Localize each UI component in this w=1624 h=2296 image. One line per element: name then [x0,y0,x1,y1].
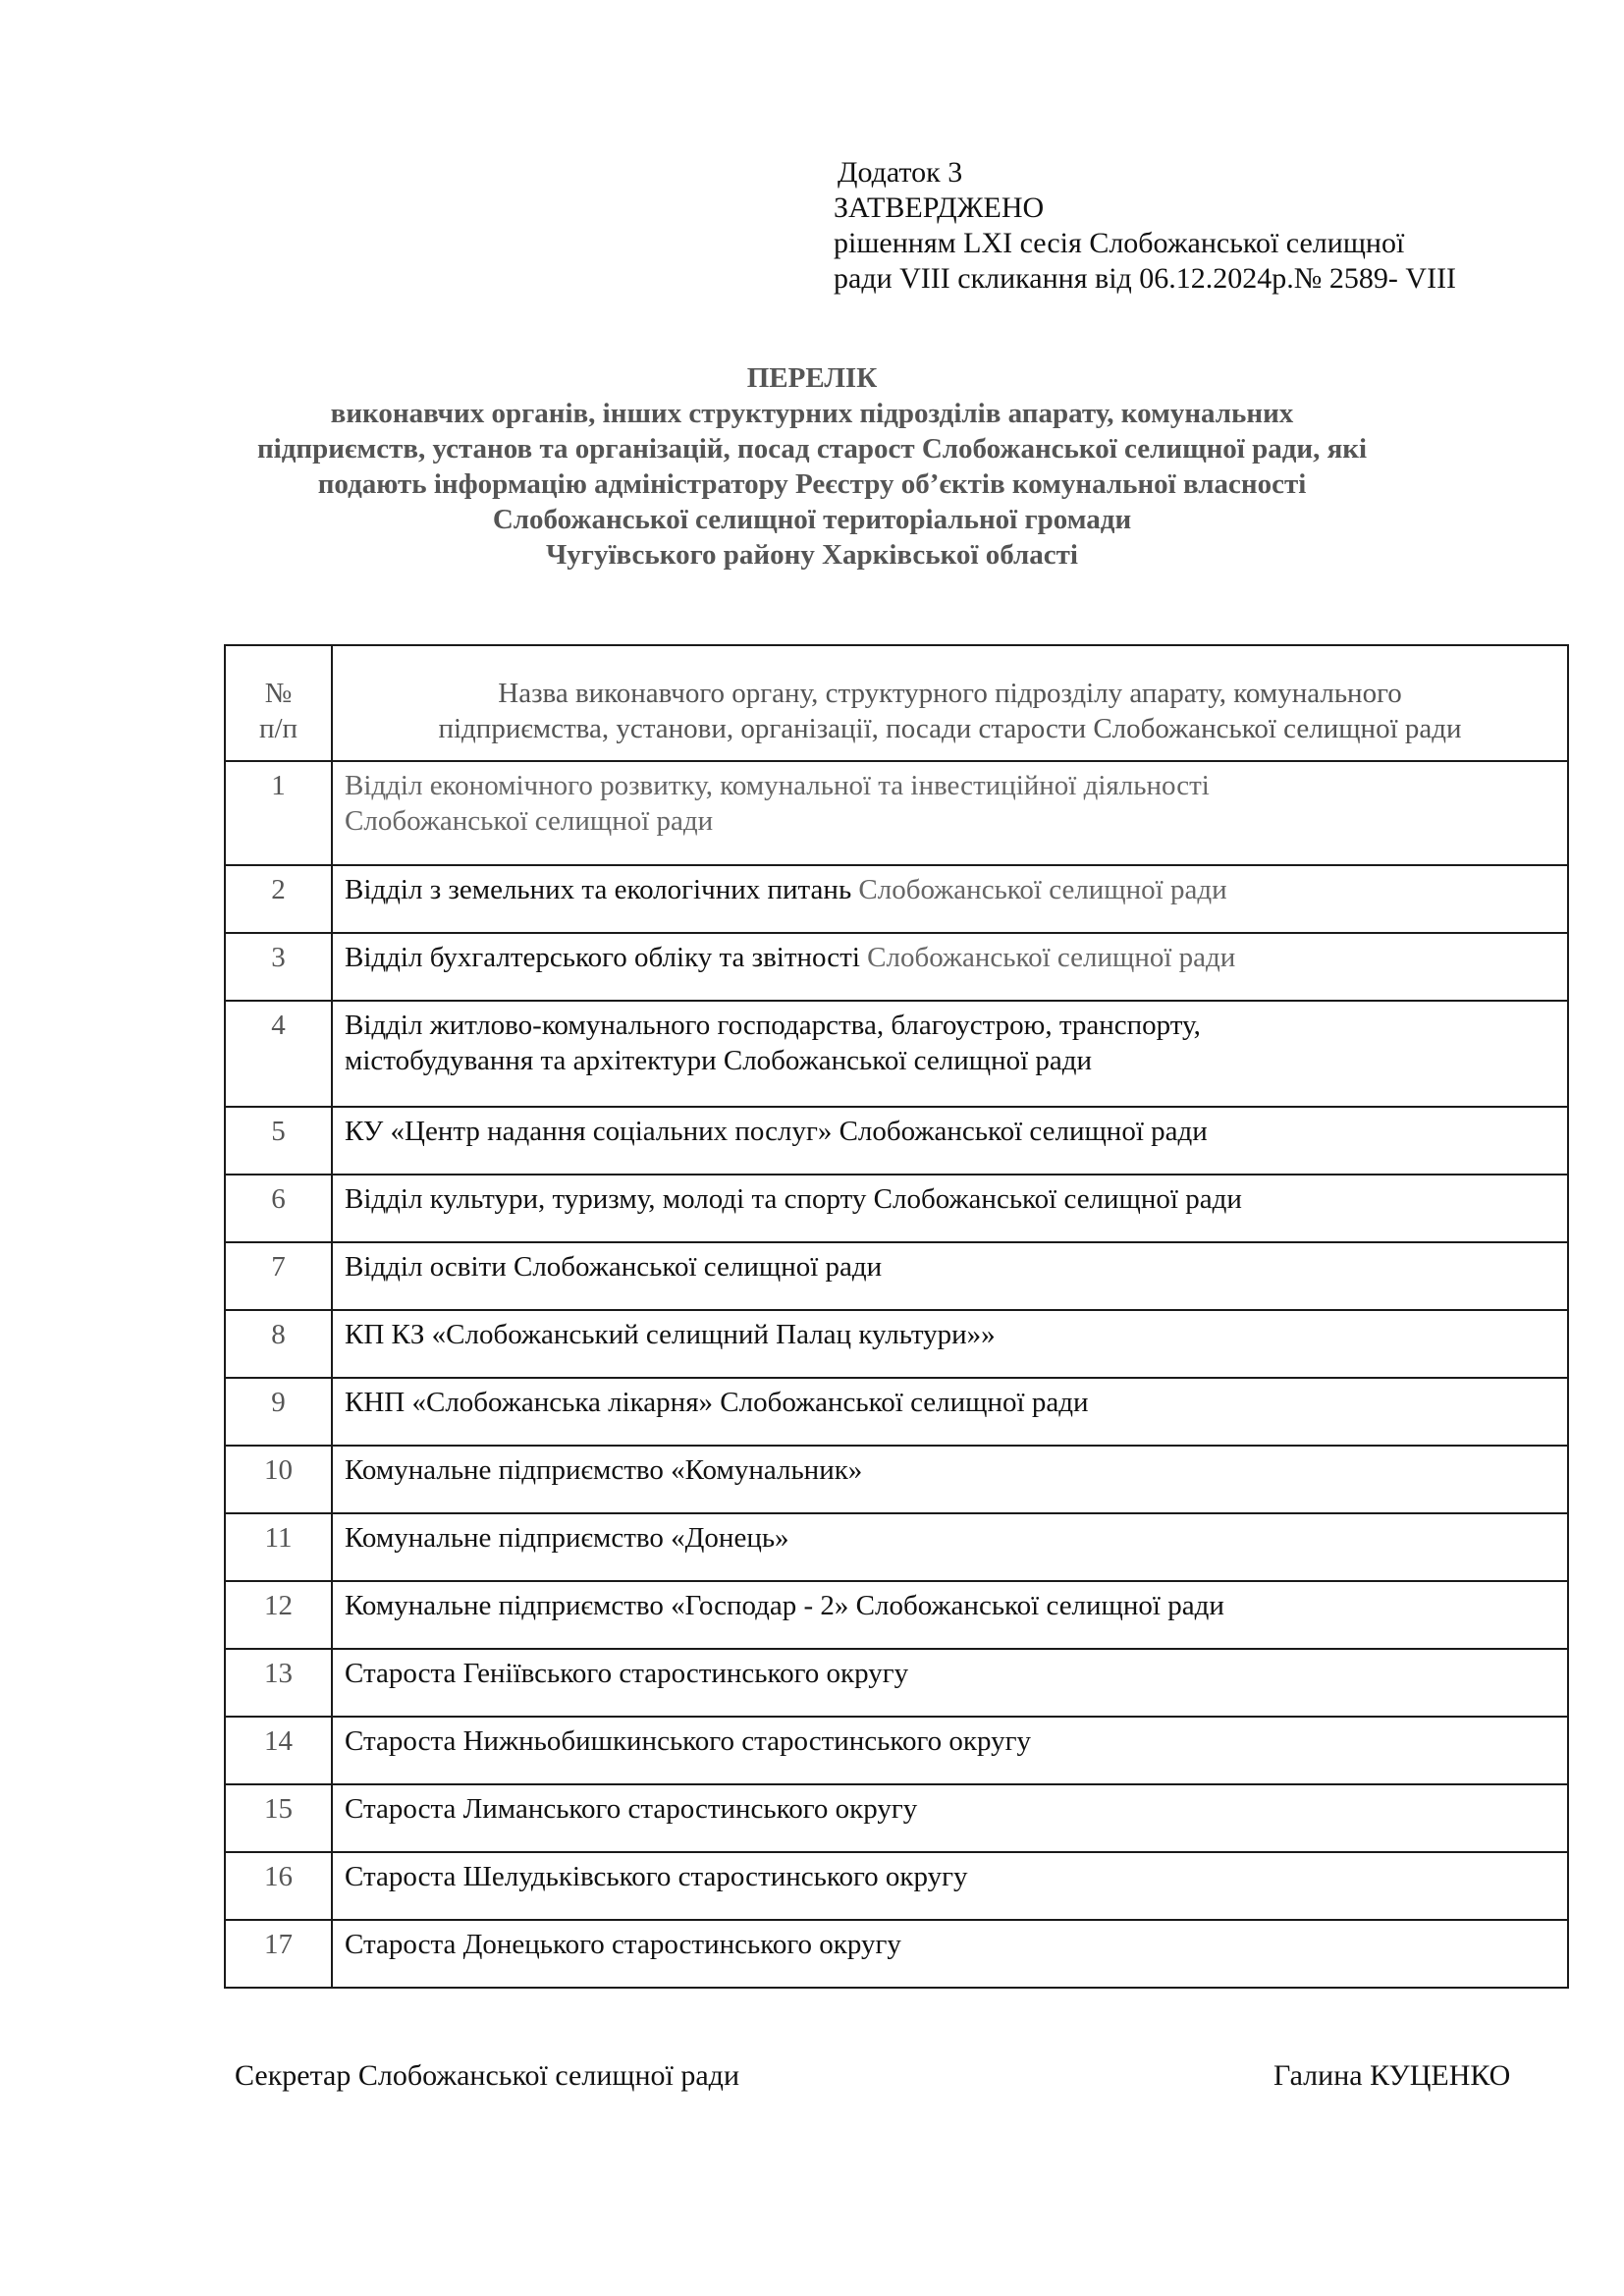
header-name-line-2: підприємства, установи, організації, посади старости Слобожанської селищної ради [438,713,1462,744]
title-line-3: подають інформацію адміністратору Реєстру об’єктів комунальної власності [317,468,1307,500]
title-line-5: Чугуївського району Харківської області [546,539,1078,571]
row-number: 14 [225,1717,332,1784]
row-name-line-2: містобудування та архітектури Слобожанської селищної ради [345,1045,1093,1076]
table-row [225,1310,1568,1378]
row-name-main: Відділ бухгалтерського обліку та звітності [345,942,868,973]
signatory-position: Секретар Слобожанської селищної ради [235,2059,739,2092]
document-title [128,360,1496,573]
row-name: Комунальне підприємство «Господар - 2» Слобожанської селищної ради [332,1581,1568,1649]
row-name: Відділ культури, туризму, молоді та спорту Слобожанської селищної ради [332,1175,1568,1242]
row-number: 13 [225,1649,332,1717]
row-number: 11 [225,1513,332,1581]
row-number: 16 [225,1852,332,1920]
row-name-main: Відділ з земельних та екологічних питань [345,874,859,905]
table-row [225,1446,1568,1513]
row-name: Відділ освіти Слобожанської селищної ради [332,1242,1568,1310]
table-row [225,1920,1568,1988]
row-name: Староста Шелудьківського старостинського округу [332,1852,1568,1920]
table-row [225,1852,1568,1920]
row-number: 12 [225,1581,332,1649]
title-line-2: підприємств, установ та організацій, посад старост Слобожанської селищної ради, які [256,433,1368,465]
approved-stamp-text: ЗАТВЕРДЖЕНО [834,191,1045,224]
row-name [332,865,1568,933]
title-line-1: виконавчих органів, інших структурних підрозділів апарату, комунальних [330,398,1294,429]
row-name: КНП «Слобожанська лікарня» Слобожанської селищної ради [332,1378,1568,1446]
row-name [332,761,1568,865]
decision-line-2: ради VIII скликання від 06.12.2024р.№ 2589- VIII [834,262,1457,295]
row-number: 5 [225,1107,332,1175]
table-row [225,1001,1568,1107]
header-name [332,645,1568,761]
row-name: Комунальне підприємство «Донець» [332,1513,1568,1581]
row-name: Староста Нижньобишкинського старостинського округу [332,1717,1568,1784]
row-name-line-1: Відділ житлово-комунального господарства, благоустрою, транспорту, [345,1010,1201,1041]
row-number: 1 [225,761,332,865]
table-row [225,933,1568,1001]
row-name [332,1001,1568,1107]
row-number: 9 [225,1378,332,1446]
approval-block [834,155,1580,297]
registry-table [224,644,1569,1989]
table-row [225,761,1568,865]
header-number [225,645,332,761]
table-row [225,1717,1568,1784]
header-name-line-1: Назва виконавчого органу, структурного підрозділу апарату, комунального [498,678,1402,709]
row-name: Комунальне підприємство «Комунальник» [332,1446,1568,1513]
row-name: Староста Донецького старостинського округу [332,1920,1568,1988]
table-row [225,1581,1568,1649]
row-name-line-1: Відділ економічного розвитку, комунальної та інвестиційної діяльності [345,770,1210,801]
table-row [225,1242,1568,1310]
annex-number: Додаток 3 [838,156,963,189]
signatory-name: Галина КУЦЕНКО [1273,2059,1511,2092]
title-line-4: Слобожанської селищної територіальної громади [492,504,1132,535]
table-row [225,1378,1568,1446]
row-number: 10 [225,1446,332,1513]
table-row [225,1107,1568,1175]
row-name: КУ «Центр надання соціальних послуг» Слобожанської селищної ради [332,1107,1568,1175]
row-name-line-2: Слобожанської селищної ради [345,805,714,837]
table-header-row [225,645,1568,761]
table-row [225,1175,1568,1242]
title-heading: ПЕРЕЛІК [746,362,878,394]
row-name-suffix: Слобожанської селищної ради [858,874,1227,905]
row-name: КП КЗ «Слобожанський селищний Палац культури»» [332,1310,1568,1378]
table-row [225,1649,1568,1717]
row-name: Староста Лиманського старостинського округу [332,1784,1568,1852]
row-number: 3 [225,933,332,1001]
row-number: 17 [225,1920,332,1988]
header-number-sign: № [264,678,293,709]
row-number: 6 [225,1175,332,1242]
row-name [332,933,1568,1001]
header-number-abbr: п/п [258,713,298,744]
table-row [225,1784,1568,1852]
row-number: 8 [225,1310,332,1378]
row-number: 4 [225,1001,332,1107]
table-row [225,865,1568,933]
row-number: 15 [225,1784,332,1852]
row-number: 2 [225,865,332,933]
row-name: Староста Геніївського старостинського округу [332,1649,1568,1717]
row-name-suffix: Слобожанської селищної ради [867,942,1236,973]
table-row [225,1513,1568,1581]
decision-line-1: рішенням LXI сесія Слобожанської селищної [834,227,1405,259]
row-number: 7 [225,1242,332,1310]
